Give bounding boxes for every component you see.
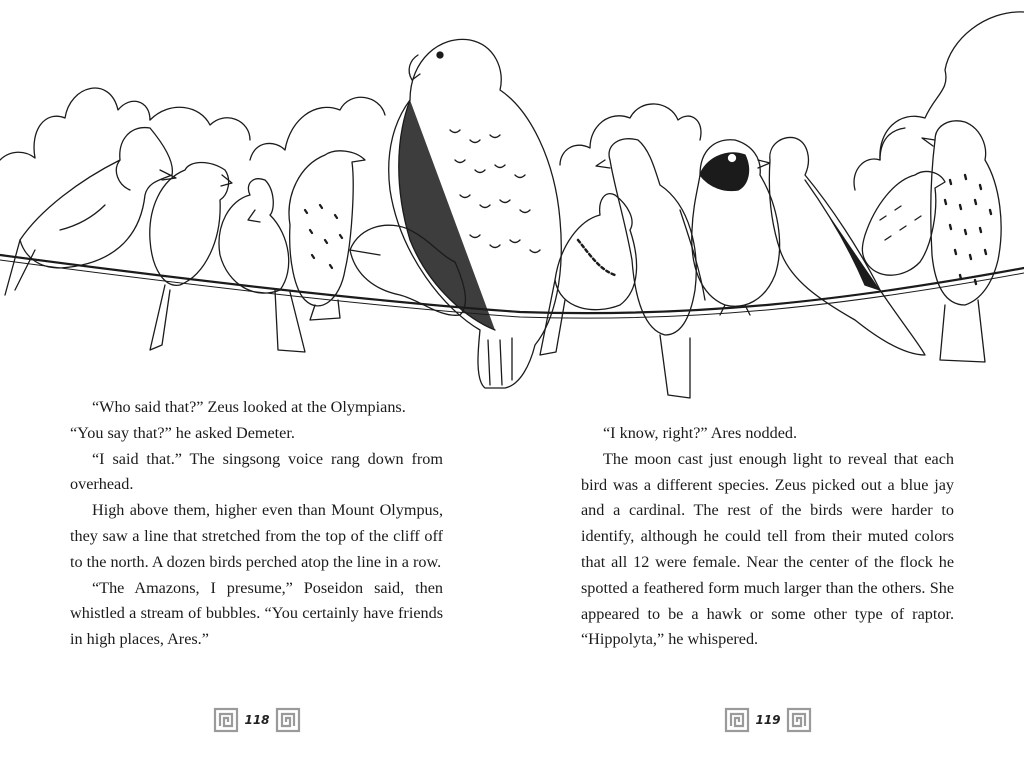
paragraph: “You say that?” he asked Demeter. (70, 423, 295, 442)
left-page-folio (213, 706, 301, 734)
right-page-text (581, 421, 954, 653)
cloud-center-left (250, 97, 385, 160)
greek-key-icon (275, 707, 301, 733)
paragraph: “The Amazons, I presume,” Poseidon said, then whistled a stream of bubbles. “You certainly have friends in high places, Ares.” (70, 578, 443, 649)
page-number: 118 (244, 713, 270, 727)
greek-key-icon (724, 707, 750, 733)
greek-key-icon (786, 707, 812, 733)
paragraph: “Who said that?” Zeus looked at the Olympians. (92, 398, 406, 416)
paragraph: “I know, right?” Ares nodded. (603, 424, 798, 442)
hawk-bird (389, 39, 562, 388)
small-bird-2 (150, 163, 232, 351)
paragraph: High above them, higher even than Mount Olympus, they saw a line that stretched from the top of the cliff off to the north. A dozen birds perched atop the line in a row. (70, 501, 443, 571)
blue-jay-bird (5, 128, 176, 295)
paragraph: “I said that.” The singsong voice rang down from overhead. (70, 449, 443, 494)
greek-key-icon (213, 707, 239, 733)
crested-bird (540, 194, 637, 355)
cloud-right (854, 12, 1024, 190)
cloud-center (560, 104, 701, 165)
cloud-left (0, 88, 250, 160)
paragraph: The moon cast just enough light to reveal that each bird was a different species. Zeus picked out a blue jay and a cardinal. The rest of the birds were harder to identify, although he could tell from their muted colors that all 12 were female. Near the center of the flock he spotted a feathered form much larger than the others. She appeared to be a hawk or some other type of raptor. “Hippolyta,” he whispered. (581, 449, 954, 649)
magpie-bird (769, 137, 925, 355)
spotted-thrush-bird (922, 121, 1001, 362)
black-headed-bird (692, 140, 780, 315)
pigeon-bird (596, 139, 705, 398)
right-page-folio (724, 706, 812, 734)
left-page-text (70, 395, 443, 653)
page-number: 119 (755, 713, 781, 727)
